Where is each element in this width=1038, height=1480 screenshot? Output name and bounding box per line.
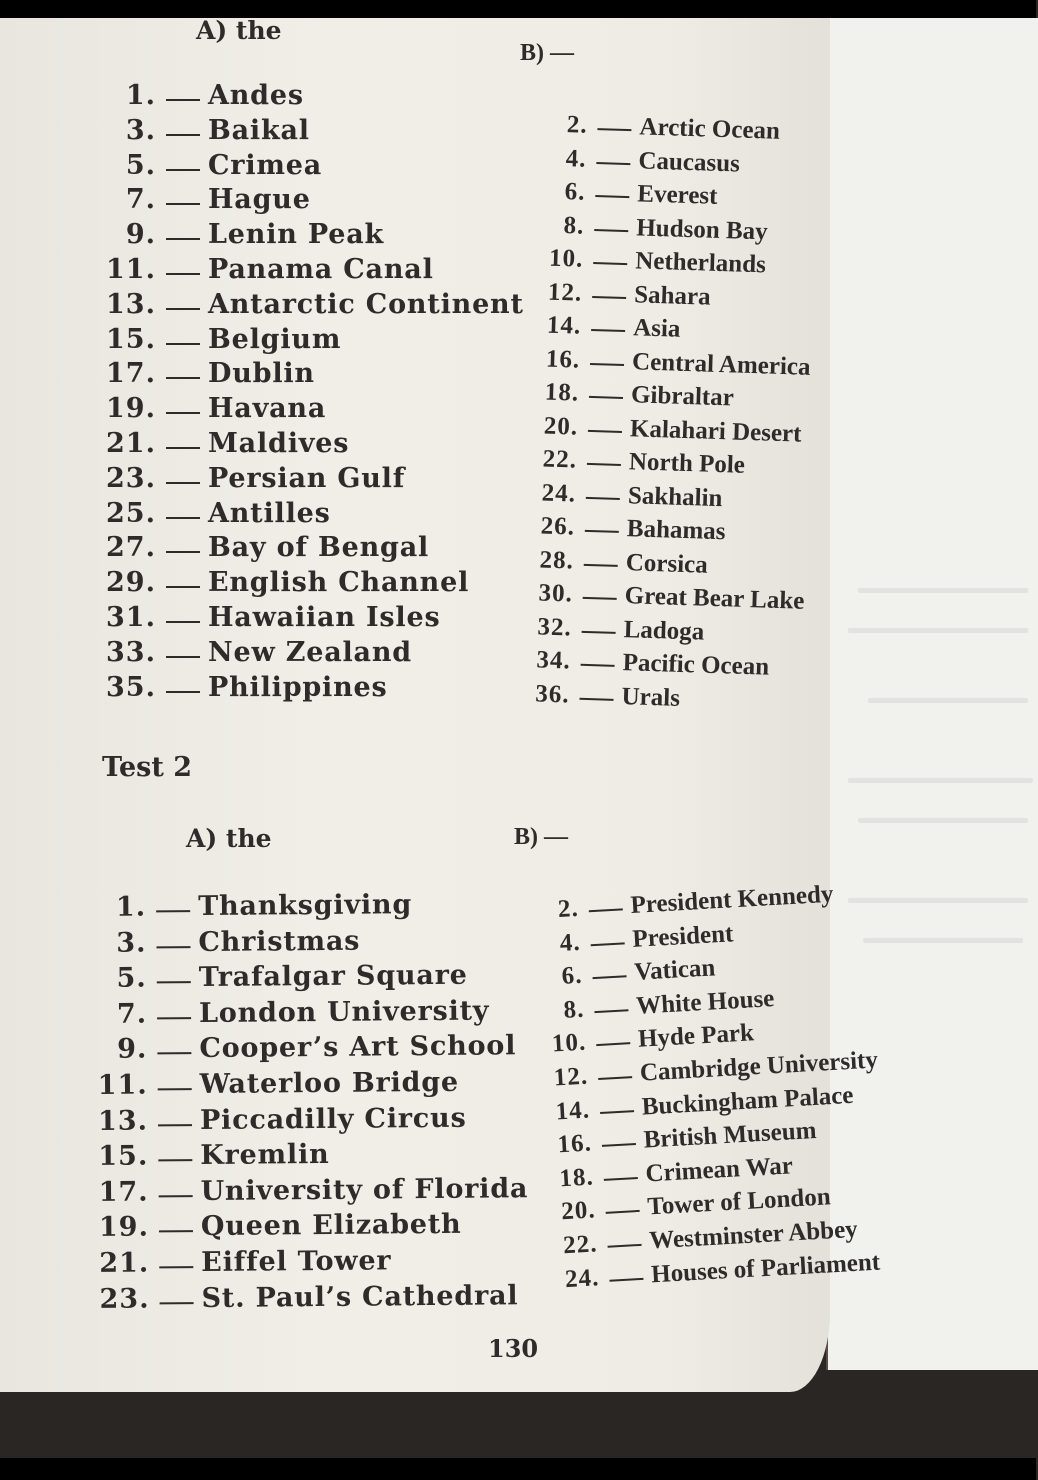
item-text: University of Florida [200,1172,529,1207]
answer-blank [166,586,200,588]
answer-blank [593,262,627,265]
answer-blank [166,482,200,484]
item-number: 11. [106,253,156,285]
item-number: 14. [546,311,582,340]
answer-blank [585,530,619,533]
item-text: Antarctic Continent [208,288,524,320]
answer-blank [158,1159,192,1161]
item-text: Belgium [208,323,342,355]
answer-blank [597,128,631,131]
item-text: Central America [631,347,811,381]
bleed-through-line [868,698,1028,703]
item-number: 32. [537,612,573,641]
answer-blank [166,551,200,553]
answer-blank [604,1177,638,1181]
exercise-item [100,498,524,533]
item-text: Kremlin [200,1139,330,1172]
answer-blank [590,362,624,365]
item-number: 9. [125,219,156,251]
exercise-item [100,184,524,219]
item-text: Bahamas [626,515,726,546]
exercise-item [93,1209,529,1248]
answer-blank [589,908,623,912]
item-text: Waterloo Bridge [199,1066,460,1101]
answer-blank [157,1017,191,1019]
item-number: 23. [99,1283,150,1315]
exercise-item [91,959,527,998]
exercise-item [100,567,524,602]
page-number: 130 [488,1334,539,1363]
item-number: 21. [99,1247,150,1279]
answer-blank [608,1244,642,1248]
item-number: 20. [543,412,579,441]
exercise-item [100,254,524,289]
answer-blank [580,697,614,700]
item-text: Hague [208,184,311,216]
answer-blank [166,621,200,623]
item-text: Cambridge University [639,1046,879,1087]
item-number: 26. [540,512,576,541]
item-text: Piccadilly Circus [199,1102,467,1136]
exercise-item [92,1066,528,1105]
exercise-item [92,1137,528,1176]
item-text: Kalahari Desert [629,414,802,448]
item-number: 34. [536,646,572,675]
answer-blank [589,396,623,399]
answer-blank [156,946,190,948]
item-text: Gibraltar [630,381,735,412]
exercise-item [100,463,524,498]
item-text: Caucasus [638,146,741,178]
item-number: 19. [106,393,156,425]
item-text: Netherlands [634,247,767,279]
answer-blank [166,169,200,171]
bleed-through-line [858,818,1028,823]
answer-blank [595,195,629,198]
answer-blank [582,630,616,633]
answer-blank [596,162,630,165]
item-number: 24. [564,1263,601,1293]
answer-blank [158,1088,192,1090]
item-number: 6. [560,961,584,991]
item-number: 4. [565,144,587,173]
answer-blank [609,1277,643,1281]
item-text: Bay of Bengal [208,532,430,564]
answer-blank [586,496,620,499]
answer-blank [591,329,625,332]
item-number: 15. [106,323,156,355]
exercise-item [100,324,524,359]
item-text: Havana [208,393,327,425]
exercise-item [91,995,527,1034]
answer-blank [166,412,200,414]
item-number: 30. [538,579,574,608]
item-text: Hyde Park [637,1019,755,1054]
answer-blank [160,1302,194,1304]
answer-blank [594,1009,628,1013]
answer-blank [606,1210,640,1214]
item-text: Andes [208,80,304,111]
item-text: Persian Gulf [208,462,406,494]
exercise-item [93,1280,529,1319]
answer-blank [166,99,200,101]
item-text: English Channel [208,567,470,599]
test1-a-list [100,80,524,706]
item-number: 10. [551,1029,587,1058]
answer-blank [588,429,622,432]
item-text: Cooper’s Art School [199,1030,517,1065]
exercise-item [100,532,524,567]
item-text: Urals [621,682,681,712]
item-number: 10. [548,244,584,273]
item-number: 22. [562,1230,599,1260]
item-number: 16. [556,1129,593,1159]
item-number: 29. [106,567,156,599]
item-text: Trafalgar Square [198,959,468,994]
item-text: Crimea [208,149,323,181]
item-text: Westminster Abbey [648,1215,859,1255]
item-number: 16. [545,345,581,374]
item-text: President [631,919,734,953]
item-number: 1. [115,891,147,923]
item-text: Houses of Parliament [650,1248,881,1288]
answer-blank [166,273,200,275]
exercise-item [100,219,524,254]
answer-blank [158,1124,192,1126]
item-number: 33. [106,636,156,668]
answer-blank [166,343,200,345]
item-text: Ladoga [623,615,705,646]
exercise-item [90,888,526,927]
answer-blank [159,1195,193,1197]
item-text: White House [635,984,775,1020]
answer-blank [587,463,621,466]
exercise-item [100,393,524,428]
answer-blank [166,203,200,205]
item-number: 11. [97,1069,148,1101]
item-number: 12. [553,1062,589,1092]
bleed-through-line [848,898,1028,903]
item-text: Panama Canal [208,253,434,285]
answer-blank [594,229,628,232]
answer-blank [593,975,627,979]
item-text: Eiffel Tower [201,1245,392,1278]
test1-b-list [513,110,819,722]
item-text: Sahara [633,280,712,311]
answer-blank [600,1110,634,1114]
item-number: 9. [117,1033,148,1066]
item-text: Antilles [208,497,331,529]
item-number: 5. [116,962,147,994]
item-number: 17. [98,1176,149,1208]
item-text: Philippines [208,671,388,703]
answer-blank [166,447,200,449]
item-text: Everest [636,180,718,210]
bottom-black-border [0,1458,1036,1480]
answer-blank [596,1043,630,1047]
test2-b-heading: B) — [514,824,568,850]
item-number: 5. [125,149,156,181]
item-number: 13. [97,1105,149,1137]
exercise-item [91,1031,527,1070]
item-text: Dublin [208,358,315,390]
answer-blank [166,238,200,240]
answer-blank [598,1076,632,1080]
item-number: 35. [106,671,156,703]
answer-blank [159,1266,193,1268]
answer-blank [156,910,190,912]
item-number: 15. [98,1140,149,1173]
item-text: St. Paul’s Cathedral [201,1279,519,1314]
item-text: President Kennedy [629,880,835,919]
item-number: 8. [563,211,585,240]
test2-title: Test 2 [102,752,193,783]
item-number: 2. [557,894,580,923]
answer-blank [166,377,200,379]
item-number: 20. [560,1196,597,1226]
test2-a-heading: A) the [186,824,272,853]
item-number: 8. [562,995,586,1024]
answer-blank [166,517,200,519]
answer-blank [591,942,625,946]
answer-blank [166,308,200,310]
answer-blank [581,664,615,667]
exercise-item [100,358,524,393]
exercise-item [100,672,524,707]
item-number: 31. [106,601,156,633]
exercise-item [92,1173,528,1212]
item-number: 1. [125,80,156,111]
item-text: Hawaiian Isles [208,601,441,633]
test1-a-heading: A) the [196,16,282,45]
item-number: 3. [116,927,147,959]
exercise-item [92,1102,528,1141]
exercise-item [100,80,524,115]
item-text: London University [198,995,490,1029]
exercise-item [90,924,526,963]
item-text: North Pole [628,448,746,479]
item-number: 36. [535,679,571,708]
item-text: British Museum [642,1117,818,1154]
bleed-through-line [858,588,1028,593]
item-number: 27. [106,532,156,564]
item-number: 18. [544,378,580,407]
test2-a-list [90,888,529,1319]
item-text: Great Bear Lake [624,582,805,615]
item-text: Asia [632,314,681,343]
exercise-item [100,289,524,324]
test2-b-list [522,879,890,1301]
exercise-item [93,1244,529,1283]
item-text: Tower of London [646,1183,832,1221]
item-number: 14. [554,1096,591,1125]
item-text: Pacific Ocean [622,649,770,681]
item-text: Crimean War [644,1152,794,1188]
answer-blank [157,981,191,983]
item-number: 2. [566,111,588,139]
exercise-item [100,150,524,185]
item-text: Christmas [198,925,361,958]
item-number: 23. [106,462,156,494]
item-text: Queen Elizabeth [200,1209,462,1243]
item-number: 28. [539,545,575,575]
item-text: Buckingham Palace [641,1081,855,1121]
item-number: 12. [547,278,583,307]
answer-blank [602,1143,636,1147]
item-number: 22. [542,445,578,474]
item-number: 25. [106,497,156,529]
exercise-item [100,428,524,463]
exercise-item [100,637,524,672]
test1-b-heading: B) — [520,40,574,66]
answer-blank [584,563,618,566]
item-text: Corsica [625,548,709,579]
item-number: 4. [559,928,582,957]
bleed-through-line [863,938,1023,943]
item-number: 21. [106,427,156,459]
exercise-item [100,602,524,637]
bleed-through-line [848,778,1033,783]
item-number: 19. [98,1211,150,1244]
item-text: Hudson Bay [635,213,769,245]
answer-blank [157,1052,191,1054]
item-text: Arctic Ocean [639,113,781,145]
item-text: Lenin Peak [208,219,385,251]
item-number: 24. [541,479,577,508]
item-number: 13. [106,288,156,320]
bleed-through-line [848,628,1028,633]
answer-blank [166,656,200,658]
book-page [0,16,881,1392]
item-number: 7. [116,998,148,1030]
item-text: New Zealand [208,636,412,668]
item-text: Maldives [208,427,350,459]
item-text: Sakhalin [627,481,723,512]
answer-blank [166,691,200,693]
item-number: 7. [125,184,156,216]
answer-blank [166,134,200,136]
item-text: Vatican [633,954,716,987]
answer-blank [583,597,617,600]
item-number: 18. [558,1163,595,1193]
item-number: 3. [125,114,156,146]
item-number: 17. [106,358,156,390]
answer-blank [159,1230,193,1232]
top-black-border [0,0,1036,18]
exercise-item [100,115,524,150]
item-text: Thanksgiving [197,889,413,923]
item-number: 6. [564,178,586,206]
item-text: Baikal [208,114,310,146]
answer-blank [592,295,626,298]
